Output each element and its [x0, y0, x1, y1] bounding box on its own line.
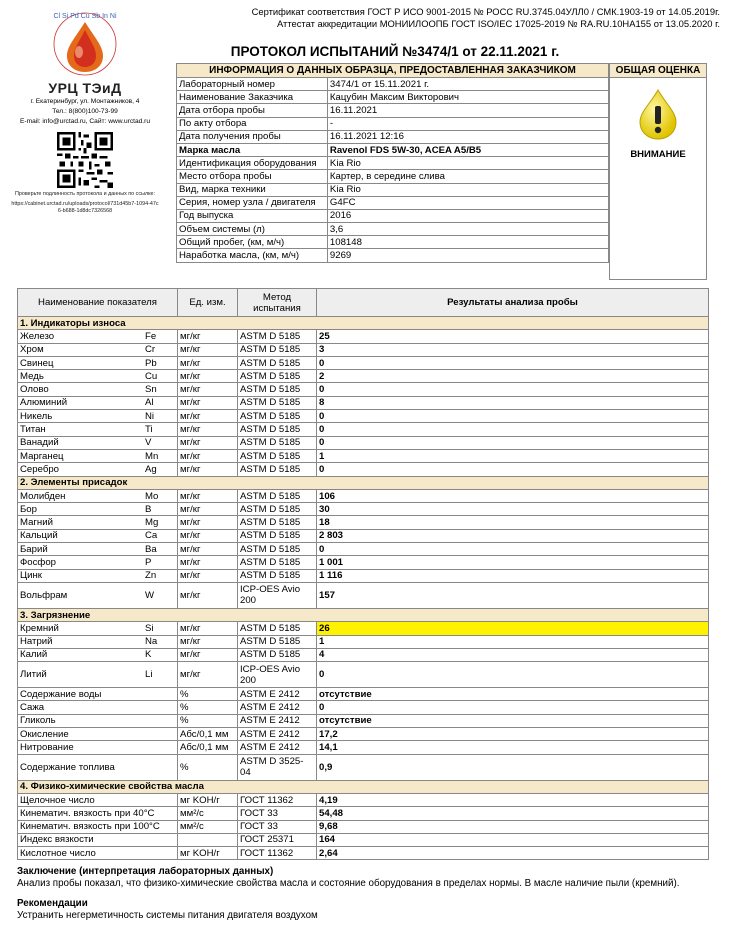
recommendations-text: Устранить негерметичность системы питания двигателя воздухом: [17, 910, 318, 921]
col-header-unit: Ед. изм.: [178, 289, 238, 317]
protocol-title: ПРОТОКОЛ ИСПЫТАНИЙ №3474/1 от 22.11.2021 г.: [230, 44, 560, 59]
silicon-value: 26: [317, 622, 709, 635]
info-row: Год выпуска 2016: [177, 209, 609, 222]
table-row: Содержание воды % ASTM E 2412 отсутствие: [18, 688, 709, 701]
table-row: Вольфрам W мг/кг ICP-OES Avio 200 157: [18, 582, 709, 608]
certificate-line-1: Сертификат соответствия ГОСТ Р ИСО 9001-2015 № РОСС RU.3745.04УЛЛ0 / СМК.1903-19 от 14.05.2019г.: [251, 6, 720, 17]
col-header-result: Результаты анализа пробы: [317, 289, 709, 317]
table-row: Олово Sn мг/кг ASTM D 5185 0: [18, 383, 709, 396]
table-row: Окисление Абс/0,1 мм ASTM E 2412 17,2: [18, 728, 709, 741]
table-row: Щелочное число мг KOH/г ГОСТ 11362 4,19: [18, 793, 709, 806]
table-row: Калий K мг/кг ASTM D 5185 4: [18, 648, 709, 661]
table-row: Кинематич. вязкость при 100°С мм²/с ГОСТ 33 9,68: [18, 820, 709, 833]
info-row: Наработка масла, (км, м/ч) 9269: [177, 249, 609, 262]
warning-drop-icon: [630, 86, 686, 142]
table-row: Содержание топлива % ASTM D 3525-04 0,9: [18, 754, 709, 780]
qr-code-icon[interactable]: [57, 132, 113, 188]
verify-text: Проверьте подлинность протокола и данных по ссылке:: [14, 191, 156, 197]
info-row: Общий пробег, (км, м/ч) 108148: [177, 236, 609, 249]
table-row: Индекс вязкости ГОСТ 25371 164: [18, 833, 709, 846]
info-row: Идентификация оборудования Kia Rio: [177, 157, 609, 170]
overall-status: ВНИМАНИЕ: [630, 149, 686, 160]
lab-brand: УРЦ ТЭиД: [48, 80, 122, 96]
section-row: 2. Элементы присадок: [18, 476, 709, 489]
section-row: 3. Загрязнение: [18, 608, 709, 621]
table-row: Бор B мг/кг ASTM D 5185 30: [18, 503, 709, 516]
lab-phone: Тел.: 8(800)100-73-99: [52, 108, 118, 115]
table-row: Алюминий Al мг/кг ASTM D 5185 8: [18, 396, 709, 409]
info-row: Наименование Заказчика Кацубин Максим Викторович: [177, 91, 609, 104]
info-row: Объем системы (л) 3,6: [177, 223, 609, 236]
oil-drop-logo-icon: [35, 8, 135, 78]
table-row-highlighted: Кремний Si мг/кг ASTM D 5185 26: [18, 622, 709, 635]
results-header-row: [18, 289, 709, 317]
conclusion-header: Заключение (интерпретация лабораторных данных): [17, 866, 274, 877]
table-row: Железо Fe мг/кг ASTM D 5185 25: [18, 330, 709, 343]
table-row: Нитрование Абс/0,1 мм ASTM E 2412 14,1: [18, 741, 709, 754]
table-row: Ванадий V мг/кг ASTM D 5185 0: [18, 436, 709, 449]
table-row: Фосфор P мг/кг ASTM D 5185 1 001: [18, 556, 709, 569]
info-row: Дата отбора пробы 16.11.2021: [177, 104, 609, 117]
table-row: Гликоль % ASTM E 2412 отсутствие: [18, 714, 709, 727]
table-row: Магний Mg мг/кг ASTM D 5185 18: [18, 516, 709, 529]
info-row: Вид, марка техники Kia Rio: [177, 183, 609, 196]
certificate-line-2: Аттестат аккредитации МОНИИЛООПБ ГОСТ ISO/IEC 17025-2019 № RA.RU.10НА155 от 13.05.2020 г.: [276, 18, 720, 29]
table-row: Цинк Zn мг/кг ASTM D 5185 1 116: [18, 569, 709, 582]
lab-logo: [35, 8, 135, 78]
table-row: Сажа % ASTM E 2412 0: [18, 701, 709, 714]
svg-text:Cl Si Pd Cu Sb In Ni: Cl Si Pd Cu Sb In Ni: [53, 13, 117, 20]
table-row: Кислотное число мг KOH/г ГОСТ 11362 2,64: [18, 847, 709, 860]
sample-info-header: ИНФОРМАЦИЯ О ДАННЫХ ОБРАЗЦА, ПРЕДОСТАВЛЕННАЯ ЗАКАЗЧИКОМ: [177, 64, 609, 78]
overall-assessment: [609, 63, 707, 280]
table-row: Марганец Mn мг/кг ASTM D 5185 1: [18, 449, 709, 462]
sample-info-table: [176, 63, 609, 263]
table-row: Хром Cr мг/кг ASTM D 5185 3: [18, 343, 709, 356]
lab-email[interactable]: E-mail: info@urctad.ru, Сайт: www.urctad.ru: [19, 118, 150, 125]
table-row: Никель Ni мг/кг ASTM D 5185 0: [18, 410, 709, 423]
info-row: По акту отбора -: [177, 117, 609, 130]
table-row: Кальций Ca мг/кг ASTM D 5185 2 803: [18, 529, 709, 542]
table-row: Медь Cu мг/кг ASTM D 5185 2: [18, 370, 709, 383]
results-table: [17, 288, 709, 860]
table-row: Барий Ba мг/кг ASTM D 5185 0: [18, 543, 709, 556]
lab-info-panel: [10, 8, 160, 215]
table-row: Серебро Ag мг/кг ASTM D 5185 0: [18, 463, 709, 476]
overall-header: ОБЩАЯ ОЦЕНКА: [610, 64, 706, 78]
table-row: Молибден Mo мг/кг ASTM D 5185 106: [18, 489, 709, 502]
conclusion-text: Анализ пробы показал, что физико-химические свойства масла и состояние оборудования в пределах нормы. В масле наличие пыли (кремний).: [17, 878, 680, 889]
info-row: Лабораторный номер 3474/1 от 15.11.2021 г.: [177, 78, 609, 91]
table-row: Титан Ti мг/кг ASTM D 5185 0: [18, 423, 709, 436]
info-row: Дата получения пробы 16.11.2021 12:16: [177, 130, 609, 143]
certificate-block: [190, 6, 720, 30]
info-row-oil-brand: Марка масла Ravenol FDS 5W-30, ACEA A5/B5: [177, 143, 609, 156]
section-row: 4. Физико-химические свойства масла: [18, 780, 709, 793]
table-row: Кинематич. вязкость при 40°С мм²/с ГОСТ 33 54,48: [18, 807, 709, 820]
section-row: 1. Индикаторы износа: [18, 317, 709, 330]
table-row: Свинец Pb мг/кг ASTM D 5185 0: [18, 356, 709, 369]
table-row: Литий Li мг/кг ICP-OES Avio 200 0: [18, 662, 709, 688]
table-row: Натрий Na мг/кг ASTM D 5185 1: [18, 635, 709, 648]
lab-address: г. Екатеринбург, ул. Монтажников, 4: [30, 98, 140, 105]
col-header-method: Метод испытания: [238, 289, 317, 317]
info-row: Место отбора пробы Картер, в середине слива: [177, 170, 609, 183]
col-header-name: Наименование показателя: [18, 289, 178, 317]
recommendations-header: Рекомендации: [17, 898, 88, 909]
info-row: Серия, номер узла / двигателя G4FC: [177, 196, 609, 209]
conclusion-block: [17, 866, 717, 922]
verify-link[interactable]: https://cabinet.urctad.ru/uploads/protocol/731d45b7-1094-47c6-b688-1d8dc7326568: [11, 201, 159, 214]
